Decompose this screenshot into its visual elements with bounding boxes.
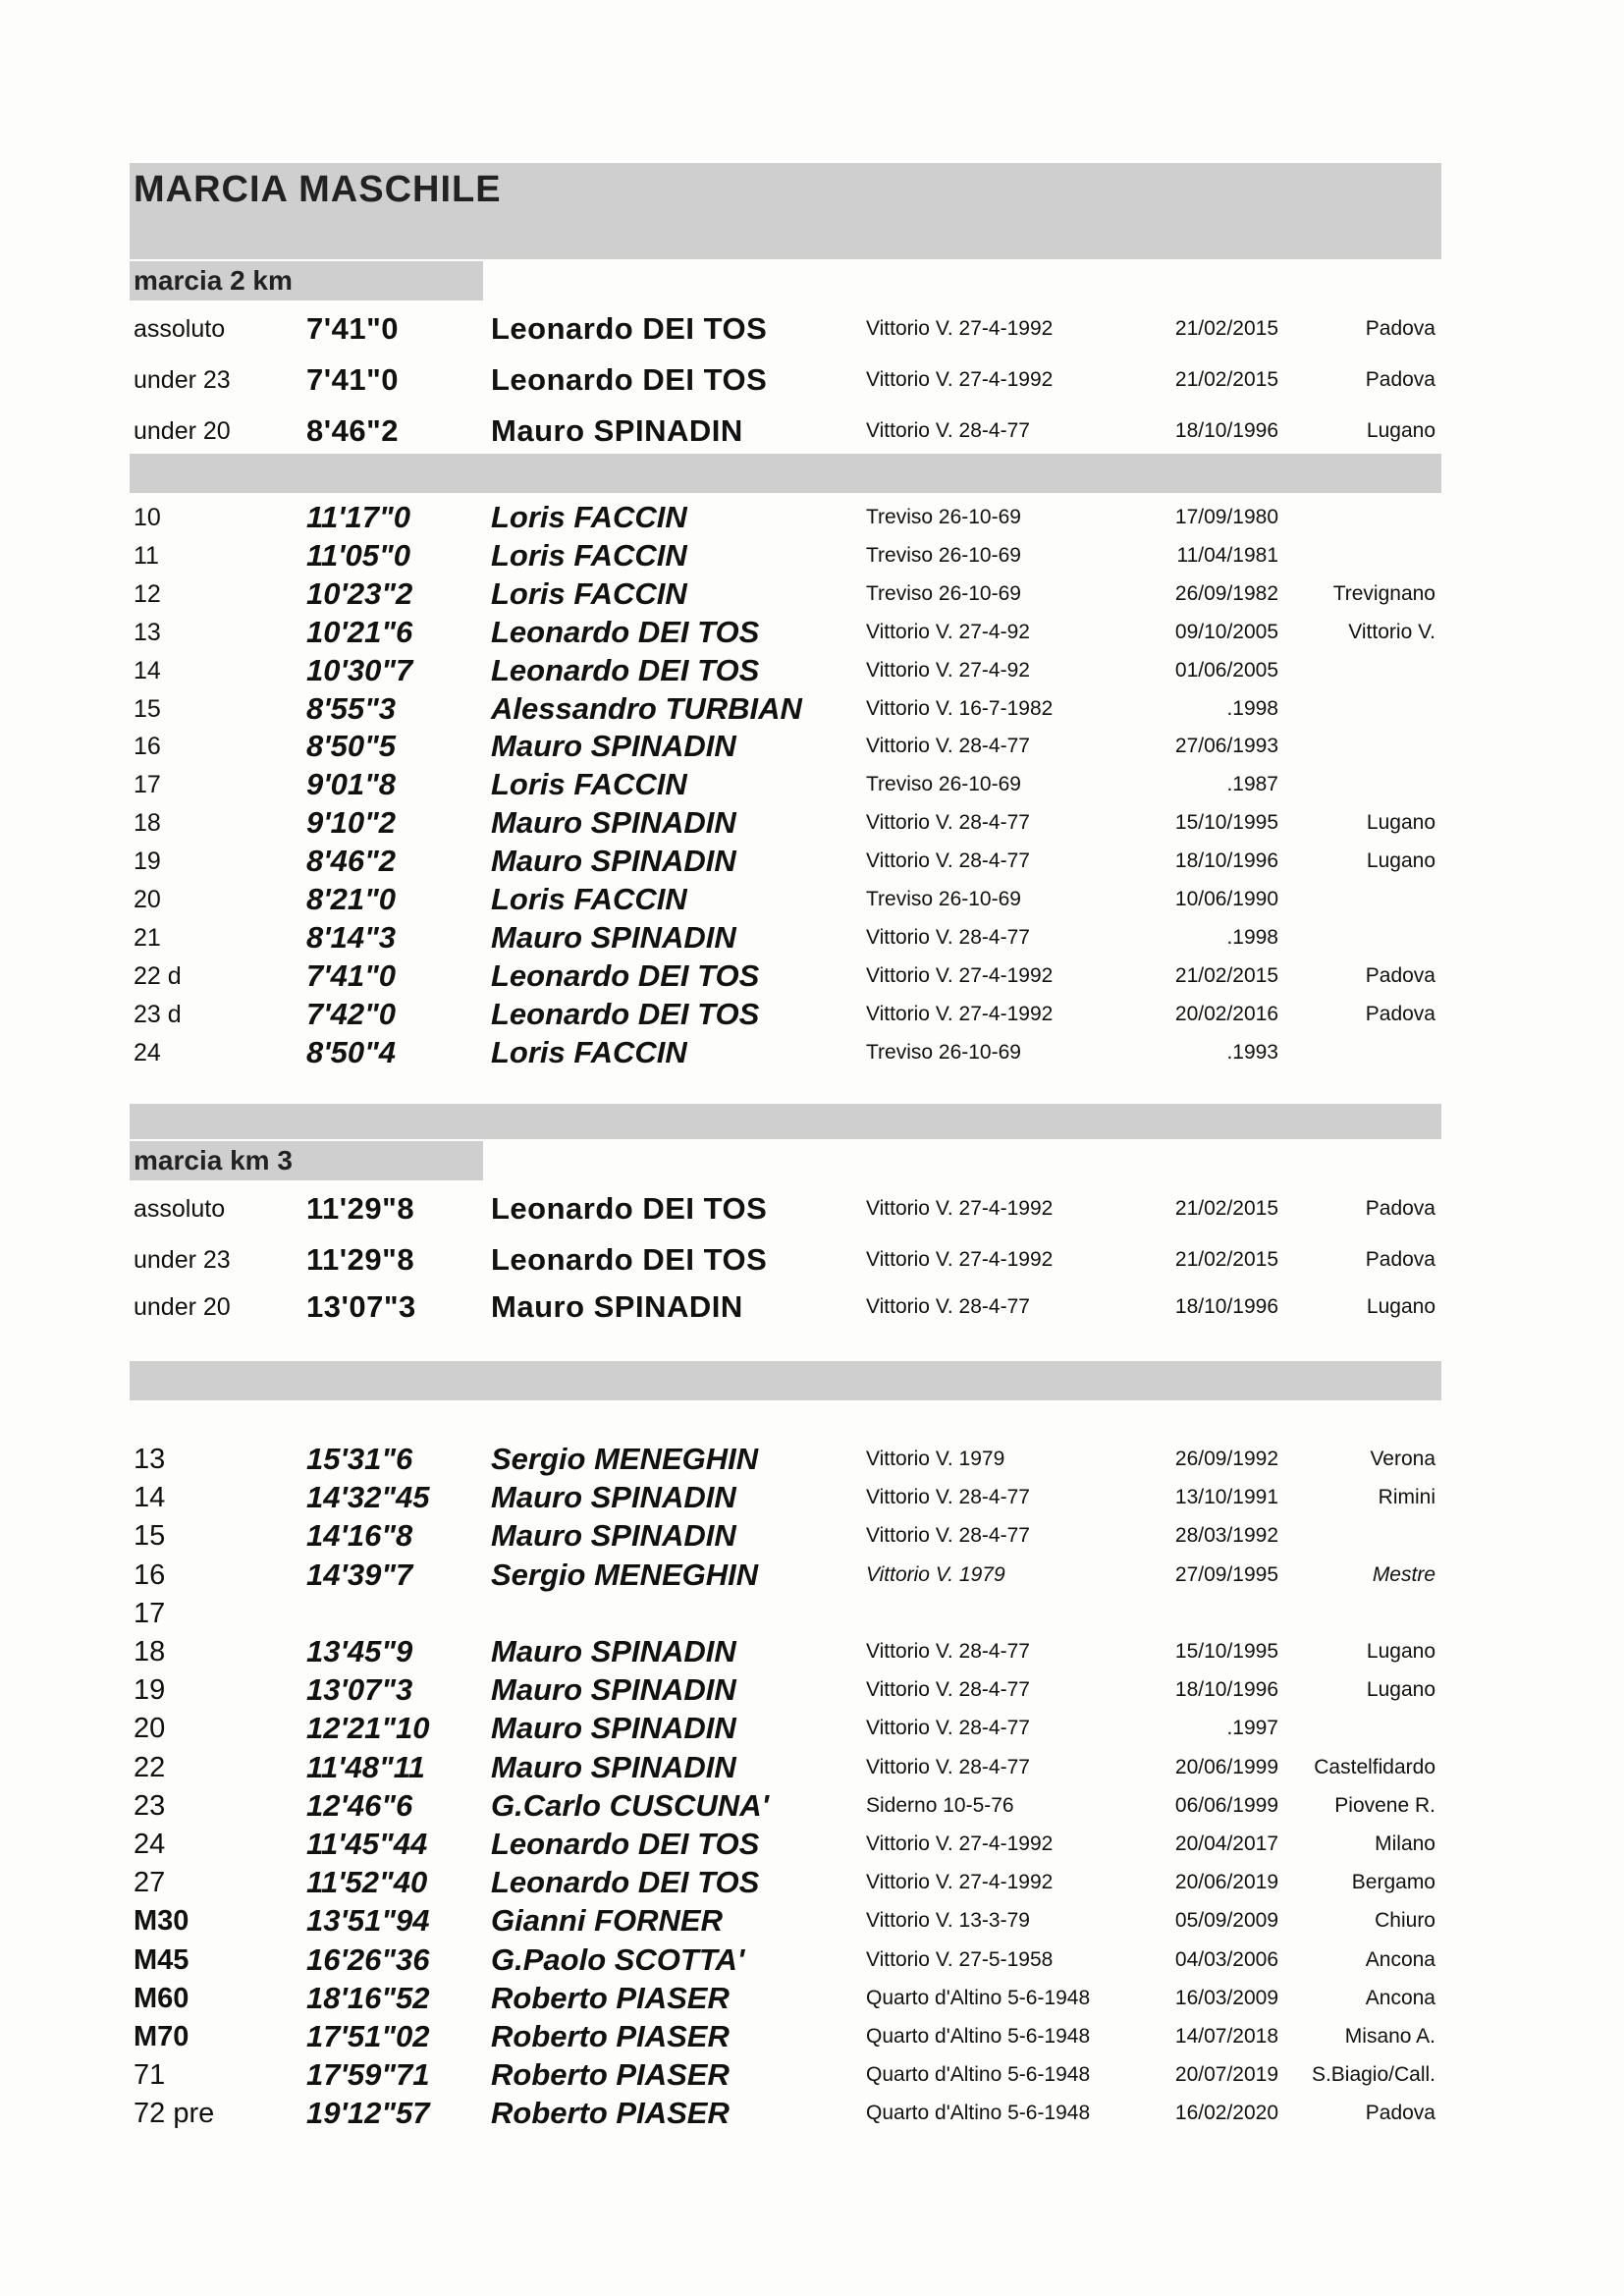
category: 20 xyxy=(134,1713,166,1744)
record-time: 12'46"6 xyxy=(306,1788,413,1823)
record-place: Ancona xyxy=(1365,1987,1435,2009)
section-heading-3km xyxy=(130,1141,483,1180)
record-date: 16/02/2020 xyxy=(1174,2102,1278,2124)
table-row xyxy=(0,2056,1624,2094)
athlete-name: Loris FACCIN xyxy=(491,882,687,916)
birth-info: Siderno 10-5-76 xyxy=(866,1794,1014,1817)
table-row xyxy=(0,766,1624,803)
category: 10 xyxy=(134,504,161,531)
athlete-name: Mauro SPINADIN xyxy=(491,805,736,840)
table-row xyxy=(0,361,1624,399)
category: 18 xyxy=(134,809,161,837)
table-row xyxy=(0,1941,1624,1979)
record-date: 14/07/2018 xyxy=(1174,2025,1278,2048)
category: 16 xyxy=(134,733,161,760)
category: 16 xyxy=(134,1559,166,1591)
table-row xyxy=(0,310,1624,348)
table-row xyxy=(0,2095,1624,2132)
record-time: 8'14"3 xyxy=(306,920,397,955)
record-place: Verona xyxy=(1370,1448,1435,1470)
record-time: 16'26"36 xyxy=(306,1942,430,1977)
record-place: Lugano xyxy=(1366,419,1435,442)
birth-info: Vittorio V. 27-4-92 xyxy=(866,621,1030,643)
athlete-name: Roberto PIASER xyxy=(491,2057,730,2092)
birth-info: Vittorio V. 27-4-1992 xyxy=(866,317,1054,340)
birth-info: Vittorio V. 27-4-1992 xyxy=(866,1003,1054,1025)
category: 24 xyxy=(134,1039,161,1066)
record-time: 14'39"7 xyxy=(306,1558,413,1592)
table-row xyxy=(0,1441,1624,1478)
birth-info: Vittorio V. 28-4-77 xyxy=(866,735,1030,757)
table-row xyxy=(0,537,1624,574)
table-row xyxy=(0,412,1624,450)
record-date: 06/06/1999 xyxy=(1174,1794,1278,1817)
record-time: 7'41"0 xyxy=(306,958,397,993)
table-row xyxy=(0,957,1624,995)
record-date: 28/03/1992 xyxy=(1174,1524,1278,1547)
athlete-name: Mauro SPINADIN xyxy=(491,1289,743,1324)
table-row xyxy=(0,1288,1624,1326)
birth-info: Vittorio V. 16-7-1982 xyxy=(866,697,1054,720)
birth-info: Vittorio V. 28-4-77 xyxy=(866,419,1030,442)
category: under 20 xyxy=(134,417,231,445)
record-date: 15/10/1995 xyxy=(1174,1640,1278,1663)
record-date: 11/04/1981 xyxy=(1176,544,1278,567)
birth-info: Vittorio V. 27-4-1992 xyxy=(866,1248,1054,1271)
athlete-name: Alessandro TURBIAN xyxy=(491,691,802,726)
record-time: 14'32"45 xyxy=(306,1480,430,1514)
table-row xyxy=(0,996,1624,1033)
table-row xyxy=(0,1633,1624,1670)
record-place: Lugano xyxy=(1366,1295,1435,1318)
table-row xyxy=(0,1902,1624,1940)
table-row xyxy=(0,1671,1624,1709)
birth-info: Vittorio V. 28-4-77 xyxy=(866,1756,1030,1778)
athlete-name: Roberto PIASER xyxy=(491,1981,730,2015)
record-date: 18/10/1996 xyxy=(1174,1295,1278,1318)
category: 14 xyxy=(134,657,161,684)
record-time: 7'42"0 xyxy=(306,997,397,1031)
record-date: 21/02/2015 xyxy=(1174,964,1278,987)
birth-info: Vittorio V. 1979 xyxy=(866,1448,1005,1470)
category: 23 d xyxy=(134,1001,182,1028)
table-row xyxy=(0,690,1624,728)
record-time: 11'17"0 xyxy=(306,500,410,534)
birth-info: Quarto d'Altino 5-6-1948 xyxy=(866,2025,1091,2048)
table-row xyxy=(0,1557,1624,1594)
table-row xyxy=(0,804,1624,842)
record-time: 13'51"94 xyxy=(306,1903,430,1938)
table-row xyxy=(0,1479,1624,1516)
table-row xyxy=(0,1241,1624,1279)
category: 11 xyxy=(134,542,159,570)
record-place: Padova xyxy=(1365,1197,1435,1220)
birth-info: Quarto d'Altino 5-6-1948 xyxy=(866,1987,1091,2009)
athlete-name: Leonardo DEI TOS xyxy=(491,615,760,649)
birth-info: Vittorio V. 27-4-92 xyxy=(866,659,1030,682)
table-row xyxy=(0,2018,1624,2055)
record-date: .1993 xyxy=(1226,1041,1278,1064)
record-place: Padova xyxy=(1365,368,1435,391)
record-date: 21/02/2015 xyxy=(1174,368,1278,391)
record-place: Piovene R. xyxy=(1334,1794,1435,1817)
record-date: 05/09/2009 xyxy=(1174,1909,1278,1932)
record-date: 26/09/1982 xyxy=(1174,582,1278,605)
category: under 20 xyxy=(134,1293,231,1321)
birth-info: Quarto d'Altino 5-6-1948 xyxy=(866,2063,1091,2086)
birth-info: Quarto d'Altino 5-6-1948 xyxy=(866,2102,1091,2124)
athlete-name: Mauro SPINADIN xyxy=(491,920,736,955)
category: 22 d xyxy=(134,962,182,990)
record-date: 27/09/1995 xyxy=(1174,1563,1278,1586)
athlete-name: Mauro SPINADIN xyxy=(491,844,736,878)
record-time: 8'50"4 xyxy=(306,1035,397,1069)
record-date: .1987 xyxy=(1226,773,1278,795)
category: 15 xyxy=(134,695,161,723)
record-place: Bergamo xyxy=(1351,1871,1435,1893)
category: under 23 xyxy=(134,366,231,394)
record-time: 7'41"0 xyxy=(306,311,400,346)
record-place: Padova xyxy=(1365,1248,1435,1271)
record-date: .1997 xyxy=(1226,1717,1278,1739)
category: 12 xyxy=(134,580,161,608)
record-time: 14'16"8 xyxy=(306,1518,413,1553)
record-time: 11'29"8 xyxy=(306,1242,415,1277)
record-place: S.Biagio/Call. xyxy=(1311,2063,1435,2086)
record-date: 20/06/2019 xyxy=(1174,1871,1278,1893)
athlete-name: Gianni FORNER xyxy=(491,1903,723,1938)
section-heading-label: marcia km 3 xyxy=(134,1145,293,1175)
record-time: 11'05"0 xyxy=(306,538,410,573)
record-place: Lugano xyxy=(1366,1678,1435,1701)
category: 15 xyxy=(134,1520,166,1552)
athlete-name: Loris FACCIN xyxy=(491,576,687,611)
athlete-name: Loris FACCIN xyxy=(491,500,687,534)
record-place: Ancona xyxy=(1365,1948,1435,1971)
category: M30 xyxy=(134,1905,189,1937)
record-place: Mestre xyxy=(1372,1563,1435,1586)
category: 13 xyxy=(134,619,161,646)
athlete-name: G.Paolo SCOTTA' xyxy=(491,1942,745,1977)
birth-info: Vittorio V. 28-4-77 xyxy=(866,1640,1030,1663)
table-row xyxy=(0,575,1624,613)
table-row xyxy=(0,1864,1624,1901)
record-time: 15'31"6 xyxy=(306,1442,413,1476)
divider-band xyxy=(130,1104,1441,1139)
birth-info: Vittorio V. 28-4-77 xyxy=(866,849,1030,872)
birth-info: Vittorio V. 27-4-1992 xyxy=(866,1832,1054,1855)
record-time: 7'41"0 xyxy=(306,362,400,397)
athlete-name: Leonardo DEI TOS xyxy=(491,997,760,1031)
record-time: 11'29"8 xyxy=(306,1191,415,1226)
table-row xyxy=(0,1749,1624,1786)
record-time: 11'48"11 xyxy=(306,1750,425,1784)
category: 19 xyxy=(134,847,161,875)
birth-info: Vittorio V. 28-4-77 xyxy=(866,1524,1030,1547)
record-date: 21/02/2015 xyxy=(1174,1197,1278,1220)
category: M60 xyxy=(134,1983,189,2014)
birth-info: Vittorio V. 27-5-1958 xyxy=(866,1948,1054,1971)
record-place: Padova xyxy=(1365,1003,1435,1025)
athlete-name: Loris FACCIN xyxy=(491,1035,687,1069)
record-date: 01/06/2005 xyxy=(1174,659,1278,682)
athlete-name: Mauro SPINADIN xyxy=(491,729,736,763)
record-date: 15/10/1995 xyxy=(1174,811,1278,834)
record-place: Padova xyxy=(1365,964,1435,987)
athlete-name: Leonardo DEI TOS xyxy=(491,958,760,993)
category: 17 xyxy=(134,1598,166,1629)
record-date: 21/02/2015 xyxy=(1174,317,1278,340)
record-time: 10'23"2 xyxy=(306,576,413,611)
birth-info: Vittorio V. 28-4-77 xyxy=(866,811,1030,834)
record-place: Lugano xyxy=(1366,1640,1435,1663)
record-time: 11'52"40 xyxy=(306,1865,428,1899)
record-place: Lugano xyxy=(1366,849,1435,872)
athlete-name: Mauro SPINADIN xyxy=(491,1518,736,1553)
record-place: Rimini xyxy=(1378,1486,1435,1508)
record-date: 18/10/1996 xyxy=(1174,849,1278,872)
athlete-name: Sergio MENEGHIN xyxy=(491,1558,759,1592)
athlete-name: Mauro SPINADIN xyxy=(491,1634,736,1668)
table-row xyxy=(0,1980,1624,2017)
athlete-name: Roberto PIASER xyxy=(491,2096,730,2130)
table-row xyxy=(0,652,1624,689)
athlete-name: Leonardo DEI TOS xyxy=(491,311,768,346)
athlete-name: Loris FACCIN xyxy=(491,538,687,573)
athlete-name: Sergio MENEGHIN xyxy=(491,1442,759,1476)
record-time: 13'07"3 xyxy=(306,1672,413,1707)
category: 14 xyxy=(134,1482,166,1513)
birth-info: Vittorio V. 1979 xyxy=(866,1563,1005,1586)
athlete-name: Leonardo DEI TOS xyxy=(491,1865,760,1899)
birth-info: Vittorio V. 28-4-77 xyxy=(866,1717,1030,1739)
table-row xyxy=(0,614,1624,651)
record-date: 20/04/2017 xyxy=(1174,1832,1278,1855)
record-time: 8'21"0 xyxy=(306,882,397,916)
record-date: .1998 xyxy=(1226,697,1278,720)
athlete-name: Mauro SPINADIN xyxy=(491,413,743,448)
record-place: Castelfidardo xyxy=(1314,1756,1435,1778)
divider-band xyxy=(130,454,1441,493)
category: assoluto xyxy=(134,315,226,343)
record-time: 10'21"6 xyxy=(306,615,413,649)
birth-info: Treviso 26-10-69 xyxy=(866,506,1021,528)
record-date: 21/02/2015 xyxy=(1174,1248,1278,1271)
birth-info: Vittorio V. 27-4-1992 xyxy=(866,368,1054,391)
category: assoluto xyxy=(134,1195,226,1223)
birth-info: Treviso 26-10-69 xyxy=(866,773,1021,795)
table-row xyxy=(0,728,1624,765)
athlete-name: Leonardo DEI TOS xyxy=(491,1242,768,1277)
category: M70 xyxy=(134,2021,189,2052)
record-date: 20/02/2016 xyxy=(1174,1003,1278,1025)
birth-info: Vittorio V. 27-4-1992 xyxy=(866,1197,1054,1220)
table-row xyxy=(0,881,1624,918)
record-time: 8'46"2 xyxy=(306,413,400,448)
athlete-name: Mauro SPINADIN xyxy=(491,1480,736,1514)
record-place: Chiuro xyxy=(1375,1909,1435,1932)
athlete-name: Mauro SPINADIN xyxy=(491,1711,736,1745)
category: 22 xyxy=(134,1752,166,1783)
table-row xyxy=(0,499,1624,536)
birth-info: Vittorio V. 13-3-79 xyxy=(866,1909,1030,1932)
athlete-name: Mauro SPINADIN xyxy=(491,1750,736,1784)
record-time: 8'50"5 xyxy=(306,729,397,763)
category: M45 xyxy=(134,1944,189,1976)
record-date: 18/10/1996 xyxy=(1174,419,1278,442)
record-time: 10'30"7 xyxy=(306,653,413,687)
athlete-name: Loris FACCIN xyxy=(491,767,687,801)
record-date: 17/09/1980 xyxy=(1174,506,1278,528)
record-date: 13/10/1991 xyxy=(1174,1486,1278,1508)
category: 18 xyxy=(134,1636,166,1667)
record-place: Lugano xyxy=(1366,811,1435,834)
record-place: Misano A. xyxy=(1344,2025,1435,2048)
record-time: 11'45"44 xyxy=(306,1827,428,1861)
table-row xyxy=(0,1190,1624,1228)
athlete-name: Mauro SPINADIN xyxy=(491,1672,736,1707)
category: 20 xyxy=(134,886,161,913)
record-time: 17'59"71 xyxy=(306,2057,430,2092)
table-row xyxy=(0,843,1624,880)
category: 71 xyxy=(134,2059,166,2091)
birth-info: Vittorio V. 28-4-77 xyxy=(866,1678,1030,1701)
category: 21 xyxy=(134,924,161,952)
record-time: 8'46"2 xyxy=(306,844,397,878)
record-date: 18/10/1996 xyxy=(1174,1678,1278,1701)
category: 23 xyxy=(134,1790,166,1822)
record-place: Vittorio V. xyxy=(1348,621,1435,643)
birth-info: Vittorio V. 28-4-77 xyxy=(866,1486,1030,1508)
record-date: 20/07/2019 xyxy=(1174,2063,1278,2086)
athlete-name: Roberto PIASER xyxy=(491,2019,730,2053)
category: 17 xyxy=(134,771,161,798)
record-time: 9'01"8 xyxy=(306,767,397,801)
birth-info: Vittorio V. 28-4-77 xyxy=(866,926,1030,949)
category: 72 pre xyxy=(134,2098,215,2129)
category: 27 xyxy=(134,1867,166,1898)
record-time: 9'10"2 xyxy=(306,805,397,840)
page-title: MARCIA MASCHILE xyxy=(134,169,502,210)
birth-info: Treviso 26-10-69 xyxy=(866,1041,1021,1064)
table-row xyxy=(0,1826,1624,1863)
record-time: 18'16"52 xyxy=(306,1981,430,2015)
record-time: 13'07"3 xyxy=(306,1289,416,1324)
record-date: 09/10/2005 xyxy=(1174,621,1278,643)
record-date: 16/03/2009 xyxy=(1174,1987,1278,2009)
category: 13 xyxy=(134,1444,166,1475)
record-place: Padova xyxy=(1365,2102,1435,2124)
record-time: 17'51"02 xyxy=(306,2019,430,2053)
table-row xyxy=(0,1034,1624,1071)
record-date: 27/06/1993 xyxy=(1174,735,1278,757)
category: 19 xyxy=(134,1674,166,1706)
record-date: 04/03/2006 xyxy=(1174,1948,1278,1971)
record-date: 26/09/1992 xyxy=(1174,1448,1278,1470)
record-place: Milano xyxy=(1375,1832,1435,1855)
record-time: 8'55"3 xyxy=(306,691,397,726)
athlete-name: Leonardo DEI TOS xyxy=(491,1191,768,1226)
record-time: 19'12"57 xyxy=(306,2096,430,2130)
record-place: Padova xyxy=(1365,317,1435,340)
section-heading-label: marcia 2 km xyxy=(134,265,293,296)
record-date: 20/06/1999 xyxy=(1174,1756,1278,1778)
athlete-name: Leonardo DEI TOS xyxy=(491,653,760,687)
birth-info: Treviso 26-10-69 xyxy=(866,544,1021,567)
athlete-name: G.Carlo CUSCUNA' xyxy=(491,1788,769,1823)
birth-info: Vittorio V. 28-4-77 xyxy=(866,1295,1030,1318)
table-row xyxy=(0,919,1624,957)
table-row xyxy=(0,1595,1624,1632)
birth-info: Vittorio V. 27-4-1992 xyxy=(866,1871,1054,1893)
table-row xyxy=(0,1787,1624,1825)
section-heading-2km xyxy=(130,261,483,301)
record-time: 12'21"10 xyxy=(306,1711,430,1745)
record-place: Trevignano xyxy=(1332,582,1435,605)
birth-info: Treviso 26-10-69 xyxy=(866,888,1021,910)
athlete-name: Leonardo DEI TOS xyxy=(491,362,768,397)
category: 24 xyxy=(134,1829,166,1860)
table-row xyxy=(0,1517,1624,1555)
record-date: 10/06/1990 xyxy=(1174,888,1278,910)
birth-info: Vittorio V. 27-4-1992 xyxy=(866,964,1054,987)
table-row xyxy=(0,1710,1624,1747)
category: under 23 xyxy=(134,1246,231,1274)
divider-band xyxy=(130,1361,1441,1400)
athlete-name: Leonardo DEI TOS xyxy=(491,1827,760,1861)
record-time: 13'45"9 xyxy=(306,1634,413,1668)
birth-info: Treviso 26-10-69 xyxy=(866,582,1021,605)
record-date: .1998 xyxy=(1226,926,1278,949)
